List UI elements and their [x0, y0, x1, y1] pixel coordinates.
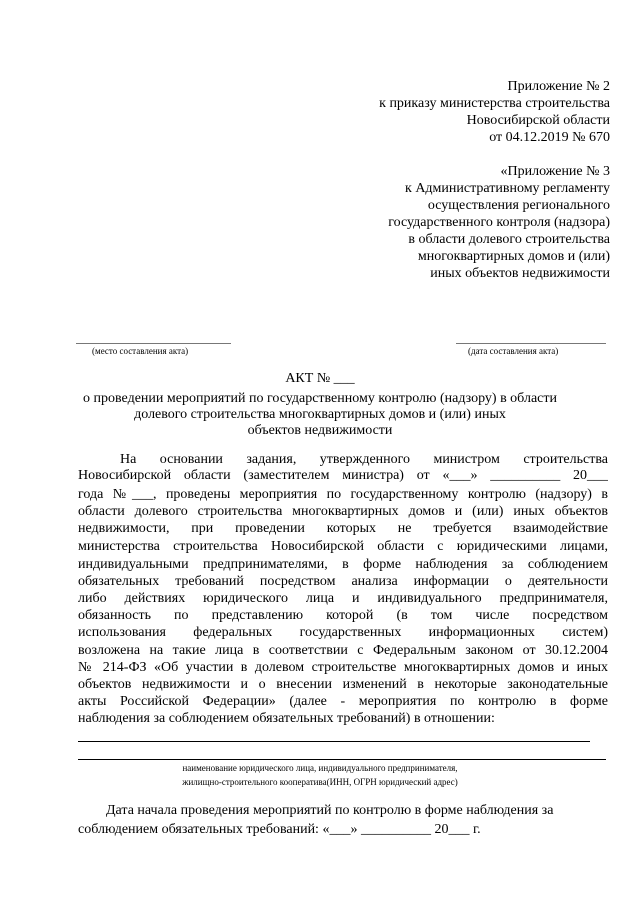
act-subtitle: о проведении мероприятий по государственному контролю (надзору) в области	[83, 391, 557, 406]
appendix-3-line: «Приложение № 3	[500, 164, 610, 179]
body-line: № 214-ФЗ «Об участии в долевом строительстве многоквартирных домов и иных	[78, 660, 608, 675]
appendix-3-line: многоквартирных домов и (или)	[417, 249, 610, 264]
appendix-3-line: осуществления регионального	[427, 198, 610, 213]
body-line: министерства строительства Новосибирской области с юридическими лицами,	[78, 539, 608, 554]
place-blank-line[interactable]	[76, 343, 231, 344]
body-line: недвижимости, при проведении которых не требуется взаимодействие	[78, 521, 608, 536]
entity-caption: наименование юридического лица, индивидуального предпринимателя,	[182, 763, 458, 773]
body-line: обязательных требований посредством анализа информации о деятельности	[78, 574, 608, 589]
appendix-3-line: иных объектов недвижимости	[430, 266, 610, 281]
act-title: АКТ № ___	[285, 371, 355, 386]
body-line: На основании задания, утвержденного министром строительства	[120, 452, 608, 467]
date-blank-line[interactable]	[456, 343, 606, 344]
appendix-2-line: Новосибирской области	[466, 113, 610, 128]
act-title-block	[0, 371, 640, 439]
entity-blank-line[interactable]	[78, 741, 590, 742]
body-line: года №___, проведены мероприятия по государственному контролю (надзору) в	[78, 487, 608, 502]
body-line: возложена на такие лица в соответствии с Федеральным законом от 30.12.2004	[78, 643, 608, 658]
entity-blank-line[interactable]	[78, 759, 606, 760]
start-date-line: Дата начала проведения мероприятий по контролю в форме наблюдения за	[106, 803, 554, 818]
place-caption: (место составления акта)	[92, 346, 189, 356]
body-line: объектов недвижимости и о внесении изменений в некоторые законодательные	[78, 677, 608, 692]
act-subtitle: объектов недвижимости	[247, 423, 393, 438]
body-line: области долевого строительства многоквартирных домов и (или) иных объектов	[78, 504, 608, 519]
start-date-line: соблюдением обязательных требований: «___» __________ 20___ г.	[78, 822, 481, 837]
body-line: наблюдения за соблюдением обязательных требований) в отношении:	[78, 711, 495, 726]
body-line: акты Российской Федерации» (далее - мероприятия по контролю в форме	[78, 694, 608, 709]
appendix-3-line: к Административному регламенту	[405, 181, 610, 196]
appendix-2-line: к приказу министерства строительства	[379, 96, 610, 111]
entity-caption: жилищно-строительного кооператива(ИНН, ОГРН юридический адрес)	[182, 777, 458, 787]
appendix-2-line: Приложение № 2	[507, 79, 610, 94]
appendix-3-line: государственного контроля (надзора)	[388, 215, 610, 230]
body-line: Новосибирской области (заместителем министра) от «___» __________ 20___	[78, 468, 608, 483]
act-subtitle: долевого строительства многоквартирных домов и (или) иных	[134, 407, 506, 422]
appendix-2-line: от 04.12.2019 № 670	[489, 130, 610, 145]
appendix-2-header	[379, 78, 610, 146]
body-line: либо действиях юридического лица и индивидуального предпринимателя,	[78, 591, 608, 606]
body-line: обязанность по представлению которой (в том числе посредством	[78, 608, 608, 623]
appendix-3-header	[388, 163, 610, 282]
appendix-3-line: в области долевого строительства	[408, 232, 610, 247]
body-line: использования федеральных государственных информационных систем)	[78, 625, 608, 640]
body-line: индивидуальными предпринимателями, в форме наблюдения за соблюдением	[78, 557, 608, 572]
date-caption: (дата составления акта)	[468, 346, 559, 356]
